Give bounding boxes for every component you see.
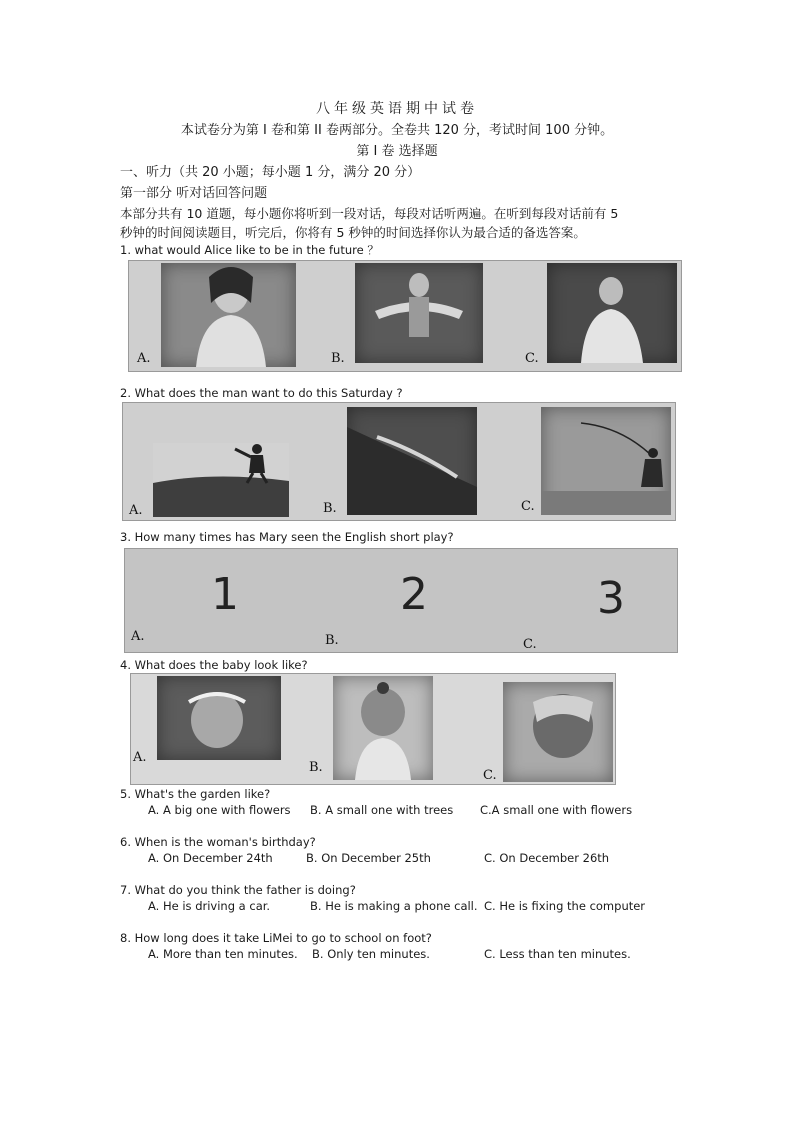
section-heading: 一、听力（共 20 小题；每小题 1 分，满分 20 分） bbox=[120, 165, 421, 180]
exam-intro: 本试卷分为第 I 卷和第 II 卷两部分。全卷共 120 分，考试时间 100 分钟。 bbox=[180, 123, 614, 138]
question-4-text: 4. What does the baby look like? bbox=[120, 658, 308, 672]
question-7-option-b: B. He is making a phone call. bbox=[310, 899, 478, 913]
question-7-text: 7. What do you think the father is doing? bbox=[120, 883, 356, 897]
question-6-option-a: A. On December 24th bbox=[148, 851, 273, 865]
question-5-text: 5. What's the garden like? bbox=[120, 787, 271, 801]
question-7-option-c: C. He is fixing the computer bbox=[484, 899, 646, 913]
option-b-label: B. bbox=[323, 501, 337, 516]
fishing-photo bbox=[541, 407, 671, 515]
doctor-photo bbox=[547, 263, 677, 363]
question-3-images bbox=[124, 548, 678, 653]
number-one: 1 bbox=[211, 569, 239, 620]
hiker-photo bbox=[153, 443, 289, 517]
question-4-images bbox=[130, 673, 616, 785]
baby-photo-b bbox=[333, 676, 433, 780]
option-a-label: A. bbox=[129, 503, 143, 518]
part-heading: 第一部分 听对话回答问题 bbox=[120, 186, 268, 201]
question-8-text: 8. How long does it take LiMei to go to school on foot? bbox=[120, 931, 432, 945]
question-2-images bbox=[122, 402, 676, 521]
option-c-label: C. bbox=[525, 351, 539, 366]
question-8-option-b: B. Only ten minutes. bbox=[312, 947, 430, 961]
instructions-line-2: 秒钟的时间阅读题目，听完后，你将有 5 秒钟的时间选择你认为最合适的备选答案。 bbox=[120, 225, 586, 240]
exam-title: 八年级英语期中试卷 bbox=[316, 101, 478, 117]
question-3-text: 3. How many times has Mary seen the English short play? bbox=[120, 530, 454, 544]
dancer-photo bbox=[355, 263, 483, 363]
question-6-option-b: B. On December 25th bbox=[306, 851, 431, 865]
option-b-label: B. bbox=[309, 760, 323, 775]
question-1-text: 1. what would Alice like to be in the future ？ bbox=[120, 243, 379, 257]
option-c-label: C. bbox=[521, 499, 535, 514]
question-2-text: 2. What does the man want to do this Saturday ? bbox=[120, 386, 403, 400]
baby-photo-c bbox=[503, 682, 613, 782]
question-8-option-c: C. Less than ten minutes. bbox=[484, 947, 631, 961]
option-b-label: B. bbox=[325, 633, 339, 648]
woman-portrait-photo bbox=[161, 263, 296, 367]
number-three: 3 bbox=[597, 573, 625, 624]
question-7-option-a: A. He is driving a car. bbox=[148, 899, 271, 913]
mountain-slope-photo bbox=[347, 407, 477, 515]
question-5-option-b: B. A small one with trees bbox=[310, 803, 454, 817]
question-5-option-c: C.A small one with flowers bbox=[480, 803, 633, 817]
option-c-label: C. bbox=[523, 637, 537, 652]
question-6-text: 6. When is the woman's birthday? bbox=[120, 835, 316, 849]
question-1-images bbox=[128, 260, 682, 372]
volume-title: 第 I 卷 选择题 bbox=[356, 144, 438, 159]
baby-photo-a bbox=[157, 676, 281, 760]
question-8-option-a: A. More than ten minutes. bbox=[148, 947, 298, 961]
instructions-line-1: 本部分共有 10 道题，每小题你将听到一段对话，每段对话听两遍。在听到每段对话前有 5 bbox=[120, 206, 619, 221]
question-6-option-c: C. On December 26th bbox=[484, 851, 610, 865]
question-5-option-a: A. A big one with flowers bbox=[148, 803, 291, 817]
option-a-label: A. bbox=[137, 351, 151, 366]
option-a-label: A. bbox=[131, 629, 145, 644]
number-two: 2 bbox=[400, 569, 428, 620]
option-a-label: A. bbox=[133, 750, 147, 765]
option-c-label: C. bbox=[483, 768, 497, 783]
option-b-label: B. bbox=[331, 351, 345, 366]
